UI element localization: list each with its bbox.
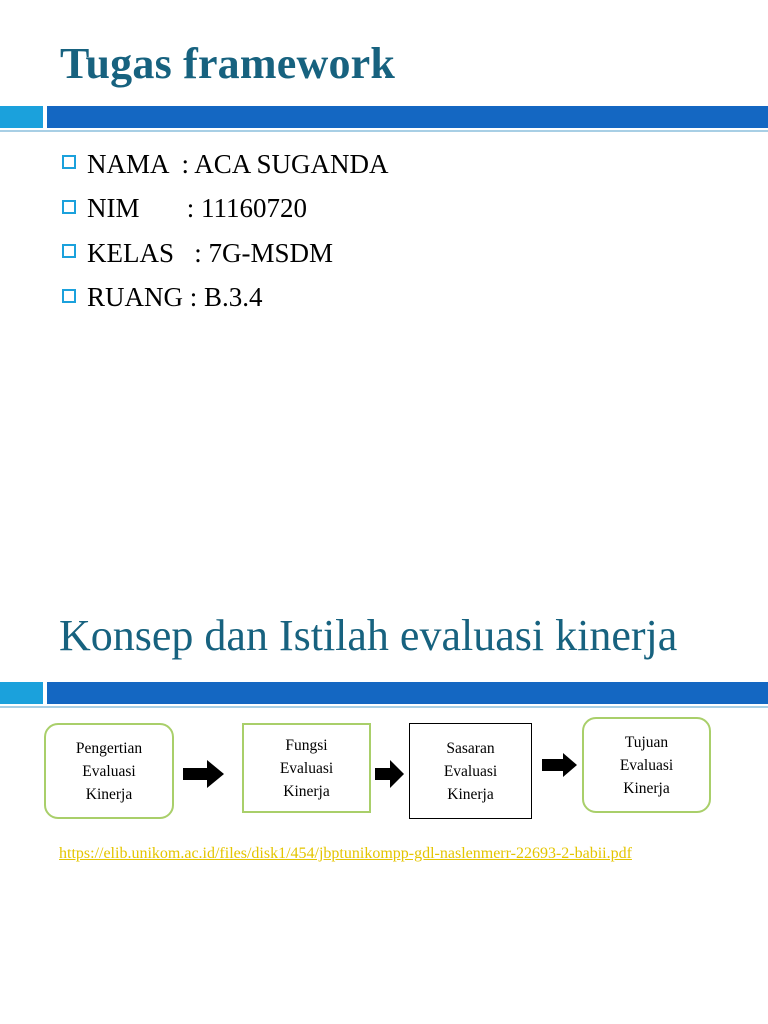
slide-title: Tugas framework xyxy=(60,39,396,88)
bullet-text: NIM : 11160720 xyxy=(87,193,307,224)
slide-2 xyxy=(0,512,768,1024)
divider-thin-rule xyxy=(0,706,768,708)
square-bullet-icon xyxy=(62,155,76,169)
divider-thin-rule xyxy=(0,130,768,132)
right-arrow-icon xyxy=(542,753,578,777)
square-bullet-icon xyxy=(62,244,76,258)
bullet-text: NAMA : ACA SUGANDA xyxy=(87,148,389,179)
info-bullet-list xyxy=(62,142,389,320)
slide-title: Konsep dan Istilah evaluasi kinerja xyxy=(59,611,678,660)
bullet-item-nama xyxy=(62,142,389,187)
divider-accent-square xyxy=(0,682,43,704)
title-divider-bar xyxy=(0,682,768,704)
square-bullet-icon xyxy=(62,289,76,303)
bullet-item-kelas xyxy=(62,231,389,276)
divider-accent-square xyxy=(0,106,43,128)
bullet-item-ruang xyxy=(62,276,389,321)
divider-line xyxy=(47,106,768,128)
right-arrow-icon xyxy=(375,760,405,788)
flow-box-tujuan: Tujuan Evaluasi Kinerja xyxy=(582,717,711,813)
square-bullet-icon xyxy=(62,200,76,214)
bullet-text: KELAS : 7G-MSDM xyxy=(87,237,334,268)
right-arrow-icon xyxy=(183,760,225,788)
title-divider-bar xyxy=(0,106,768,128)
flow-box-pengertian: Pengertian Evaluasi Kinerja xyxy=(44,723,174,819)
flow-box-sasaran: Sasaran Evaluasi Kinerja xyxy=(409,723,532,819)
bullet-text: RUANG : B.3.4 xyxy=(87,282,263,313)
flow-box-fungsi: Fungsi Evaluasi Kinerja xyxy=(242,723,371,813)
divider-line xyxy=(47,682,768,704)
bullet-item-nim xyxy=(62,187,389,232)
reference-link[interactable]: https://elib.unikom.ac.id/files/disk1/454/jbptunikompp-gdl-naslenmerr-22693-2-babii.pdf xyxy=(59,845,632,862)
